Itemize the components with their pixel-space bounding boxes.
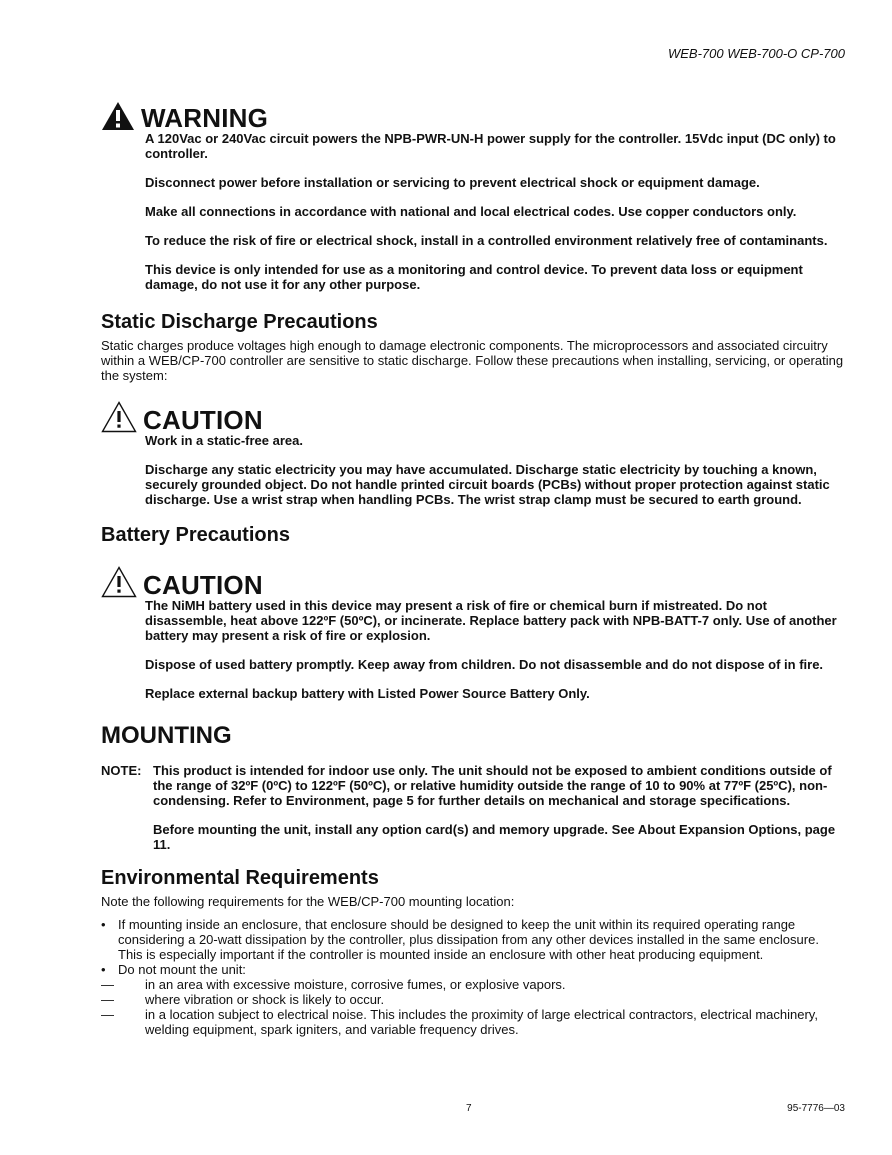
warning-title-row	[101, 101, 846, 131]
environment-heading: Environmental Requirements	[101, 867, 379, 889]
warning-paragraph: A 120Vac or 240Vac circuit powers the NPB-PWR-UN-H power supply for the controller. 15Vdc input (DC only) to controller.	[145, 131, 836, 161]
bullet-mark: •	[101, 917, 106, 932]
battery-section	[101, 523, 846, 547]
sub-list-item	[101, 977, 846, 992]
note-body	[153, 763, 846, 852]
warning-block	[101, 101, 846, 292]
caution-title-row	[101, 401, 846, 433]
caution-paragraph: Discharge any static electricity you may have accumulated. Discharge static electricity by touching a known, securely grounded object. Do not handle printed circuit boards (PCBs) without proper protection against static discharge. Use a wrist strap when handling PCBs. The wrist strap clamp must be secured to earth ground.	[145, 462, 830, 507]
caution-triangle-icon	[101, 566, 137, 598]
dash-mark: —	[101, 977, 114, 992]
list-item	[101, 962, 846, 1037]
caution-title-row	[101, 566, 846, 598]
warning-body	[145, 131, 846, 292]
caution-paragraph: Work in a static-free area.	[145, 433, 303, 448]
list-item-text: If mounting inside an enclosure, that enclosure should be designed to keep the unit within its required operating range considering a 20-watt dissipation by the controller, plus dissipation from any other devices installed in the same enclosure. This is especially important if the controller is mounted inside an enclosure with other heat producing equipment.	[118, 917, 819, 962]
sub-list	[101, 977, 846, 1037]
static-caution-block	[101, 401, 846, 507]
mounting-note	[101, 763, 846, 852]
caution-triangle-icon	[101, 401, 137, 433]
caution-title: CAUTION	[143, 405, 263, 435]
caution-paragraph: Replace external backup battery with Listed Power Source Battery Only.	[145, 686, 590, 701]
caution-title: CAUTION	[143, 570, 263, 600]
warning-paragraph: This device is only intended for use as a monitoring and control device. To prevent data loss or equipment damage, do not use it for any other purpose.	[145, 262, 803, 292]
requirements-list	[101, 917, 846, 1037]
warning-paragraph: To reduce the risk of fire or electrical shock, install in a controlled environment relatively free of contaminants.	[145, 233, 828, 248]
warning-title: WARNING	[141, 103, 269, 133]
sub-list-item	[101, 992, 846, 1007]
sub-list-item	[101, 1007, 846, 1037]
environment-intro: Note the following requirements for the WEB/CP-700 mounting location:	[101, 894, 515, 909]
note-label: NOTE:	[101, 763, 142, 778]
running-header: WEB-700 WEB-700-O CP-700	[667, 46, 845, 61]
sub-list-item-text: where vibration or shock is likely to occur.	[145, 992, 385, 1007]
static-intro: Static charges produce voltages high enough to damage electronic components. The microprocessors and associated circuitry within a WEB/CP-700 controller are sensitive to static discharge. Follow these precautions when installing, servicing, or operating the system:	[101, 338, 844, 383]
static-caution-body	[145, 433, 846, 507]
page-number: 7	[466, 1103, 472, 1114]
note-paragraph: Before mounting the unit, install any option card(s) and memory upgrade. See About Expansion Options, page 11.	[153, 822, 836, 852]
static-heading: Static Discharge Precautions	[101, 311, 378, 333]
battery-caution-body	[145, 598, 846, 701]
environment-section	[101, 866, 846, 1037]
list-item-text: Do not mount the unit:	[118, 962, 246, 977]
static-section	[101, 310, 846, 383]
sub-list-item-text: in an area with excessive moisture, corrosive fumes, or explosive vapors.	[145, 977, 566, 992]
note-paragraph: This product is intended for indoor use only. The unit should not be exposed to ambient conditions outside of the range of 32ºF (0ºC) to 122ºF (50ºC), or relative humidity outside the range of 10 to 90% at 77ºF (25ºC), non-condensing. Refer to Environment, page 5 for further details on mechanical and storage specifications.	[153, 763, 832, 808]
caution-paragraph: Dispose of used battery promptly. Keep away from children. Do not disassemble and do not dispose of in fire.	[145, 657, 824, 672]
bullet-mark: •	[101, 962, 106, 977]
caution-paragraph: The NiMH battery used in this device may present a risk of fire or chemical burn if mistreated. Do not disassemble, heat above 122ºF (50ºC), or incinerate. Replace battery pack with NPB-BATT-7 only. Use of another battery may present a risk of fire or explosion.	[145, 598, 837, 643]
mounting-section	[101, 722, 846, 750]
warning-paragraph: Make all connections in accordance with national and local electrical codes. Use copper conductors only.	[145, 204, 797, 219]
sub-list-item-text: in a location subject to electrical noise. This includes the proximity of large electrical contractors, electrical machinery, welding equipment, spark igniters, and variable frequency drives.	[145, 1007, 818, 1037]
warning-triangle-icon	[101, 101, 135, 131]
list-item	[101, 917, 846, 962]
dash-mark: —	[101, 992, 114, 1007]
dash-mark: —	[101, 1007, 114, 1022]
note-box	[101, 763, 846, 852]
mounting-heading: MOUNTING	[101, 722, 232, 749]
document-number: 95-7776—03	[787, 1103, 845, 1114]
battery-caution-block	[101, 566, 846, 701]
warning-paragraph: Disconnect power before installation or servicing to prevent electrical shock or equipment damage.	[145, 175, 760, 190]
battery-heading: Battery Precautions	[101, 524, 290, 546]
